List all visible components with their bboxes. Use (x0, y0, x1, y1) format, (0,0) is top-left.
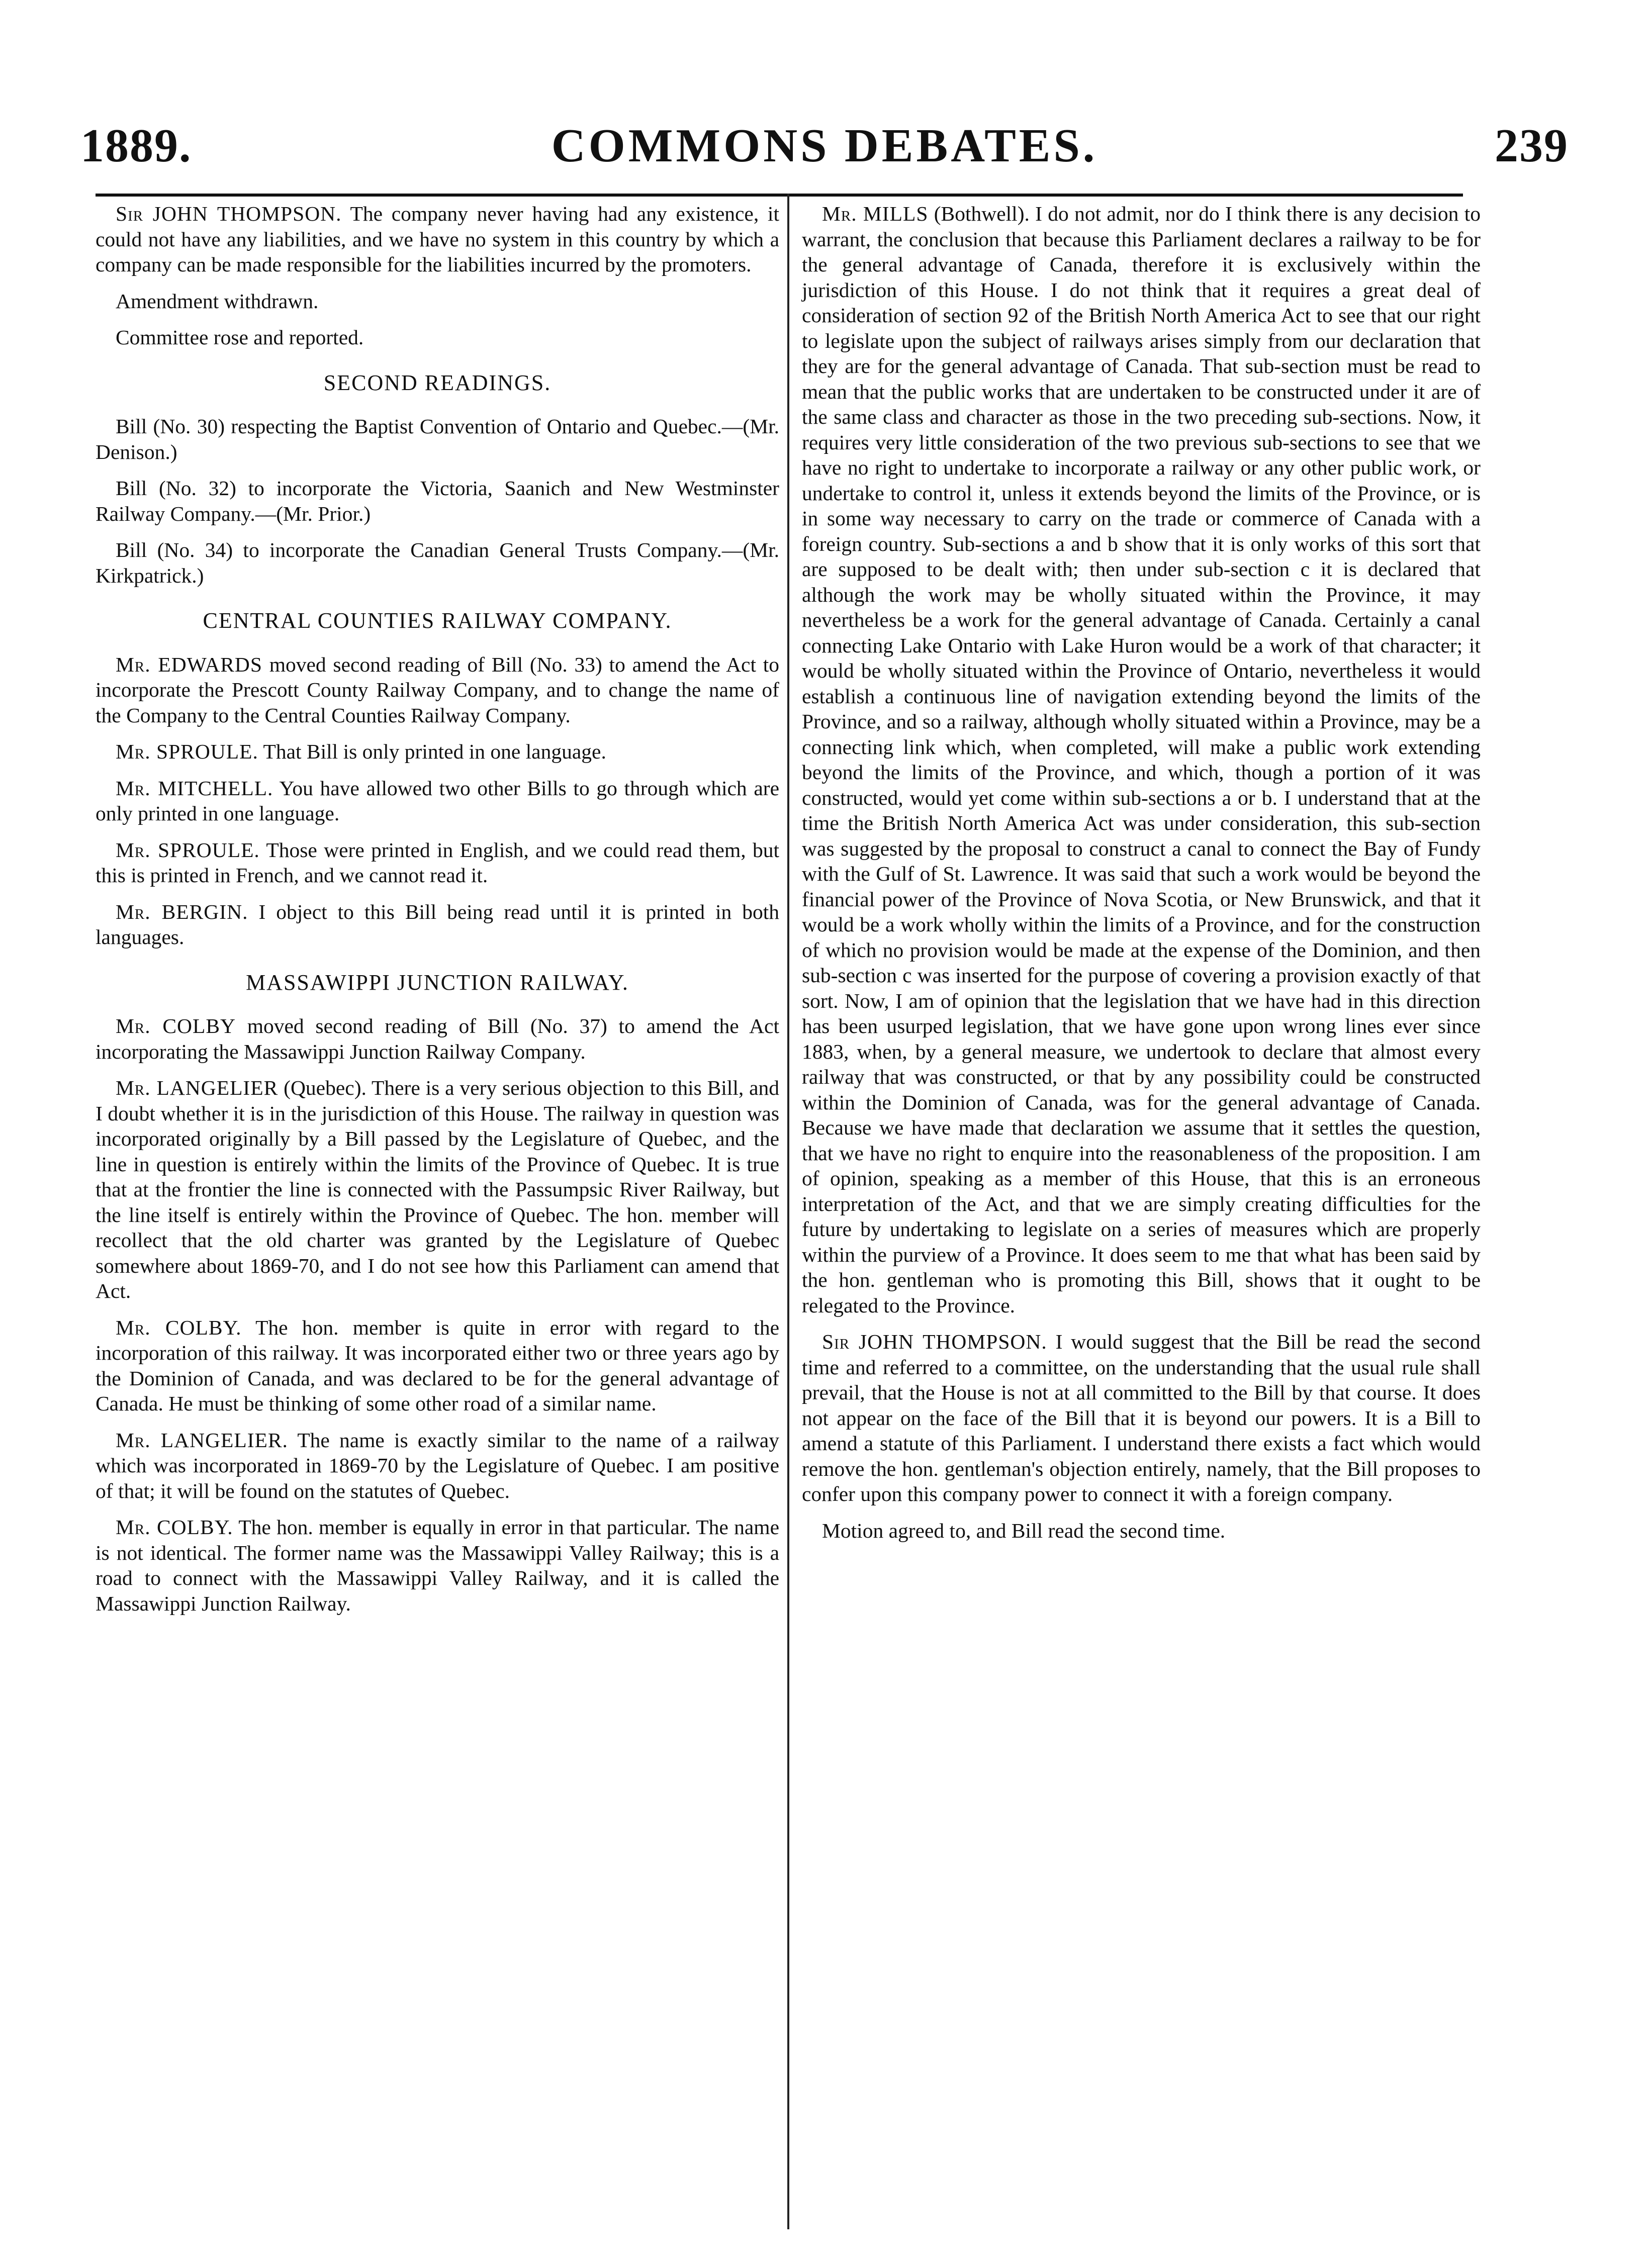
speaker-name: Mr. COLBY. (116, 1516, 233, 1539)
speaker-name: Sir JOHN THOMPSON. (116, 202, 342, 225)
paragraph-colby-3 (96, 1515, 779, 1616)
heading-central-counties: CENTRAL COUNTIES RAILWAY COMPANY. (203, 608, 672, 633)
speech-text: (Bothwell). I do not admit, nor do I think there is any decision to warrant, the conclusion that because this Parliament declares a railway to be for the general advantage of Canada, therefore it is exclusively within the jurisdiction of this House. I do not think that it requires a great deal of consideration of section 92 of the British North America Act to see that our right to legislate upon the subject of railways arises simply from our declaration that they are for the general advantage of Canada. That sub-section must be read to mean that the public works that are undertaken to be constructed under it are of the same class and character as those in the two preceding sub-sections. Now, it requires very little consideration of the two previous sub-sections to see that we have no right to undertake to incorporate a railway or any other public work, or undertake to control it, unless it extends beyond the limits of the Province, or is in some way necessary to carry on the trade or commerce of Canada with a foreign country. Sub-sections a and b show that it is only works of this sort that are supposed to be dealt with; then under sub-section c it is declared that although the work may be wholly situated within the Province, it may nevertheless be a work for the general advantage of Canada. Certainly a canal connecting Lake Ontario with Lake Huron would be a work of that character; it would be wholly situated within the Province of Ontario, nevertheless it would establish a continuous line of navigation extending beyond the limits of the Province, and so a railway, although wholly situated within a Province, may be a connecting link which, when completed, will make a public work extending beyond the limits of the Province, and which, though a portion of it was constructed, would yet come within sub-sections a or b. I understand that at the time the British North America Act was under consideration, this sub-section was suggested by the proposal to construct a canal to connect the Bay of Fundy with the Gulf of St. Lawrence. It was said that such a work would be beyond the financial power of the Province of Nova Scotia, or New Brunswick, and that it would be a work wholly within the limits of a Province, and for the construction of which no provision would be made at the expense of the Dominion, and then sub-section c was inserted for the purpose of covering a provision exactly of that sort. Now, I am of opinion that the legislation that we have had in this direction has been usurped legislation, that we have gone upon wrong lines ever since 1883, when, by a general measure, we undertook to declare that almost every railway that was constructed, or that by any possibility could be constructed within the Dominion of Canada, was for the general advantage of Canada. Because we have made that declaration we assume that it settles the question, that we have no right to enquire into the reasonableness of the proposition. I am of opinion, speaking as a member of this House, that this is an erroneous interpretation of the Act, and that we are simply creating difficulties for the future by undertaking to legislate on a series of measures which are properly within the purview of a Province. It does seem to me that what has been said by the hon. gentleman who is promoting this Bill, shows that it ought to be relegated to the Province. (802, 202, 1481, 1317)
speech-text: I would suggest that the Bill be read the second time and referred to a committee, on the understanding that the usual rule shall prevail, that the House is not at all committed to the Bill by that course. It does not appear on the face of the Bill that it is beyond our powers. It is a Bill to amend a statute of this Parliament. I understand there exists a fact which would remove the hon. gentleman's objection entirely, namely, that the Bill proposes to confer upon this company power to connect it with a foreign company. (802, 1330, 1481, 1505)
speaker-name: Mr. MILLS (822, 202, 929, 225)
speech-text: (Quebec). There is a very serious objection to this Bill, and I doubt whether it is in the jurisdiction of this House. The railway in question was incorporated originally by a Bill passed by the Legislature of Quebec, and the line in question is entirely within the limits of the Province of Quebec. It is true that at the frontier the line is connected with the Passumpsic River Railway, but the line itself is entirely within the Province of Quebec. The hon. member will recollect that the old charter was granted by the Legislature of Quebec somewhere about 1869-70, and I do not see how this Parliament can amend that Act. (96, 1076, 780, 1302)
paragraph-colby-2 (96, 1315, 779, 1416)
paragraph-colby-1 (96, 1013, 779, 1064)
header-rule (96, 194, 1463, 197)
right-column (802, 201, 1481, 1554)
paragraph-amendment-withdrawn: Amendment withdrawn. (116, 289, 319, 313)
paragraph-sproule-2 (96, 837, 779, 888)
paragraph-bill-34: Bill (No. 34) to incorporate the Canadian General Trusts Company.—(Mr. Kirkpatrick.) (96, 538, 779, 587)
paragraph-sproule-1 (96, 739, 779, 765)
speaker-name: Mr. EDWARDS (116, 652, 262, 676)
speaker-name: Mr. LANGELIER. (116, 1428, 288, 1452)
left-column (96, 201, 779, 1627)
paragraph-thompson-1 (96, 201, 779, 277)
speaker-name: Mr. SPROULE. (116, 740, 258, 763)
speaker-name: Mr. SPROULE. (116, 838, 260, 862)
speech-text: moved second reading of Bill (No. 33) to amend the Act to incorporate the Prescott County Railway Company, and to change the name of the Company to the Central Counties Railway Company. (96, 652, 780, 727)
speaker-name: Mr. BERGIN. (116, 900, 248, 923)
paragraph-mills (802, 201, 1481, 1318)
speaker-name: Sir JOHN THOMPSON. (822, 1330, 1047, 1353)
speech-text: Those were printed in English, and we could read them, but this is printed in French, and we cannot read it. (96, 838, 779, 887)
header-title: COMMONS DEBATES. (551, 120, 1098, 172)
paragraph-bill-30: Bill (No. 30) respecting the Baptist Convention of Ontario and Quebec.—(Mr. Denison.) (96, 415, 779, 463)
speech-text: The hon. member is equally in error in that particular. The name is not identical. The former name was the Massawippi Valley Railway; this is a road to connect with the Massawippi Valley Railway, and it is called the Massawippi Junction Railway. (96, 1516, 779, 1615)
heading-massawippi: MASSAWIPPI JUNCTION RAILWAY. (246, 970, 629, 995)
header-year: 1889. (80, 120, 192, 172)
paragraph-motion-agreed: Motion agreed to, and Bill read the second time. (822, 1519, 1226, 1542)
paragraph-committee-rose: Committee rose and reported. (116, 326, 364, 349)
speech-text: I object to this Bill being read until it is printed in both languages. (96, 900, 780, 949)
paragraph-langelier-1 (96, 1075, 779, 1304)
speech-text: You have allowed two other Bills to go through which are only printed in one language. (96, 776, 779, 825)
speech-text: moved second reading of Bill (No. 37) to amend the Act incorporating the Massawippi Junction Railway Company. (96, 1014, 779, 1063)
speech-text: The hon. member is quite in error with regard to the incorporation of this railway. It was incorporated either two or three years ago by the Dominion of Canada, and was declared to be for the general advantage of Canada. He must be thinking of some other road of a similar name. (96, 1315, 779, 1415)
speaker-name: Mr. COLBY. (116, 1315, 242, 1339)
speaker-name: Mr. LANGELIER (116, 1076, 279, 1099)
paragraph-edwards (96, 652, 779, 728)
paragraph-langelier-2 (96, 1428, 779, 1504)
speech-text: The company never having had any existence, it could not have any liabilities, and we have no system in this country by which a company can be made responsible for the liabilities incurred by the promoters. (96, 202, 779, 276)
speaker-name: Mr. MITCHELL. (116, 776, 273, 800)
paragraph-bergin (96, 899, 779, 950)
heading-second-readings: SECOND READINGS. (323, 370, 552, 395)
paragraph-mitchell (96, 776, 779, 826)
speaker-name: Mr. COLBY (116, 1014, 236, 1037)
speech-text: That Bill is only printed in one language. (263, 740, 606, 763)
header-page-number: 239 (1495, 120, 1569, 172)
column-divider (787, 194, 789, 2229)
paragraph-thompson-2 (802, 1329, 1481, 1507)
paragraph-bill-32: Bill (No. 32) to incorporate the Victoria, Saanich and New Westminster Railway Company.—(Mr. Prior.) (96, 477, 779, 525)
page-header (80, 116, 1569, 191)
speech-text: The name is exactly similar to the name of a railway which was incorporated in 1869-70 by the Legislature of Quebec. I am positive of that; it will be found on the statutes of Quebec. (96, 1428, 779, 1502)
